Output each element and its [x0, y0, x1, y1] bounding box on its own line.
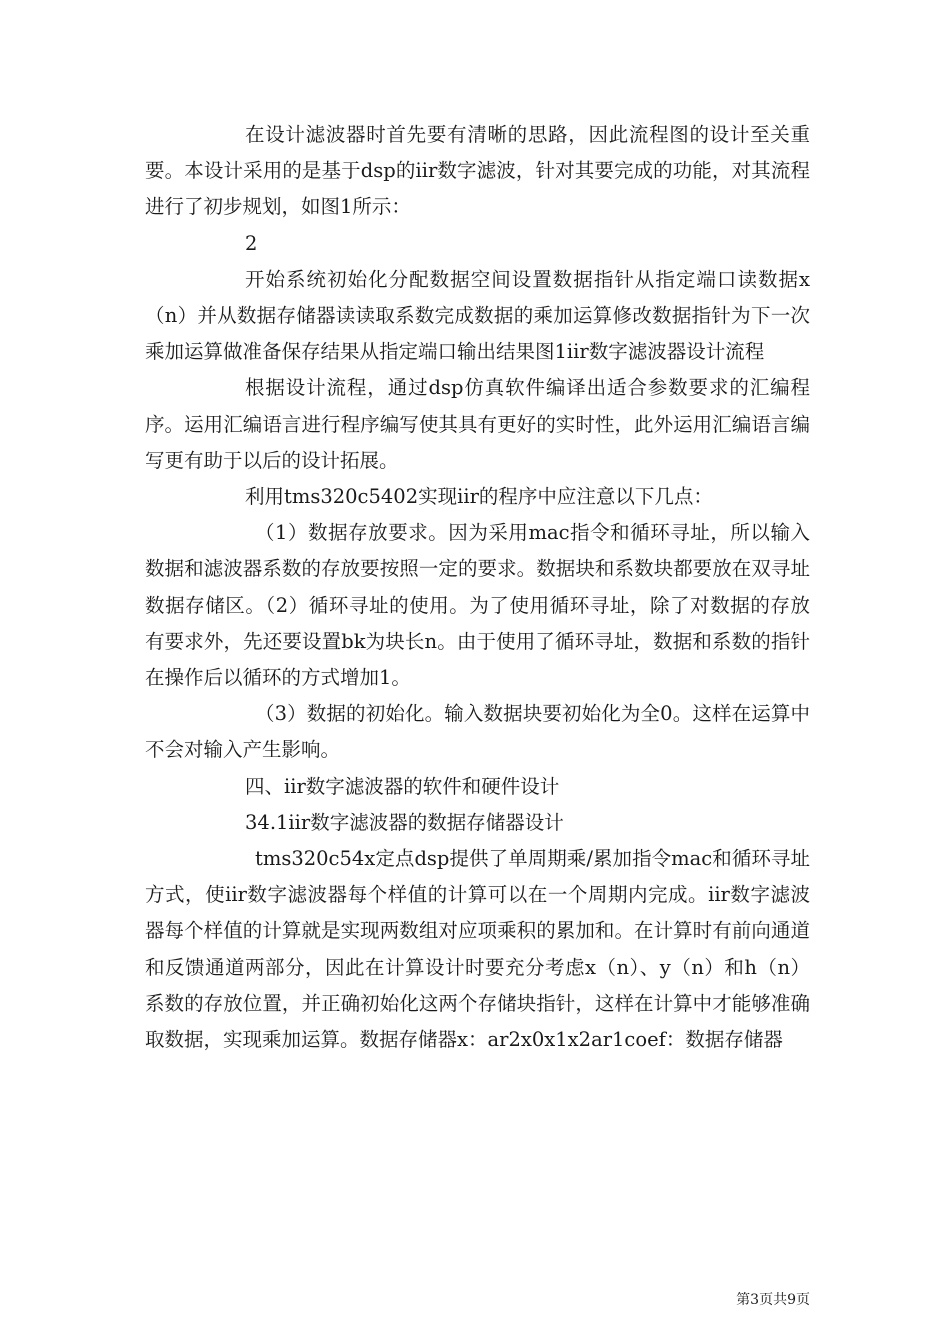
paragraph-memory-design: tms320c54x定点dsp提供了单周期乘/累加指令mac和循环寻址方式，使iir数字滤波器每个样值的计算可以在一个周期内完成。iir数字滤波器每个样值的计算就是实现两数组对应项乘积的累加和。在计算时有前向通道和反馈通道两部分，因此在计算设计时要充分考虑x（n）、y（n）和h（n）系数的存放位置，并正确初始化这两个存储块指针，这样在计算中才能够准确取数据，实现乘加运算。数据存储器x：ar2x0x1x2ar1coef：数据存储器 [145, 847, 810, 1052]
paragraph-note-init: （3）数据的初始化。输入数据块要初始化为全0。这样在运算中不会对输入产生影响。 [145, 702, 810, 762]
paragraph-figure-number: 2 [245, 231, 258, 255]
paragraph-notes-intro: 利用tms320c5402实现iir的程序中应注意以下几点： [245, 485, 713, 509]
paragraph-note-storage: （1）数据存放要求。因为采用mac指令和循环寻址，所以输入数据和滤波器系数的存放要按照一定的要求。数据块和系数块都要放在双寻址数据存储区。（2）循环寻址的使用。为了使用循环寻址，除了对数据的存放有要求外，先还要设置bk为块长n。由于使用了循环寻址，数据和系数的指针在操作后以循环的方式增加1。 [145, 521, 810, 690]
paragraph-flowchart-steps: 开始系统初始化分配数据空间设置数据指针从指定端口读数据x（n）并从数据存储器读读取系数完成数据的乘加运算修改数据指针为下一次乘加运算做准备保存结果从指定端口输出结果图1iir数字滤波器设计流程 [145, 267, 810, 364]
page-number-footer: 第3页共9页 [736, 1292, 810, 1308]
paragraph-flowchart-intro: 在设计滤波器时首先要有清晰的思路，因此流程图的设计至关重要。本设计采用的是基于dsp的iir数字滤波，针对其要完成的功能，对其流程进行了初步规划，如图1所示： [145, 123, 810, 219]
subsection-heading-4-1: 34.1iir数字滤波器的数据存储器设计 [245, 810, 564, 834]
document-body [145, 117, 810, 1058]
section-heading-4: 四、iir数字滤波器的软件和硬件设计 [245, 774, 560, 798]
paragraph-design-flow: 根据设计流程，通过dsp仿真软件编译出适合参数要求的汇编程序。运用汇编语言进行程序编写使其具有更好的实时性，此外运用汇编语言编写更有助于以后的设计拓展。 [145, 376, 810, 472]
